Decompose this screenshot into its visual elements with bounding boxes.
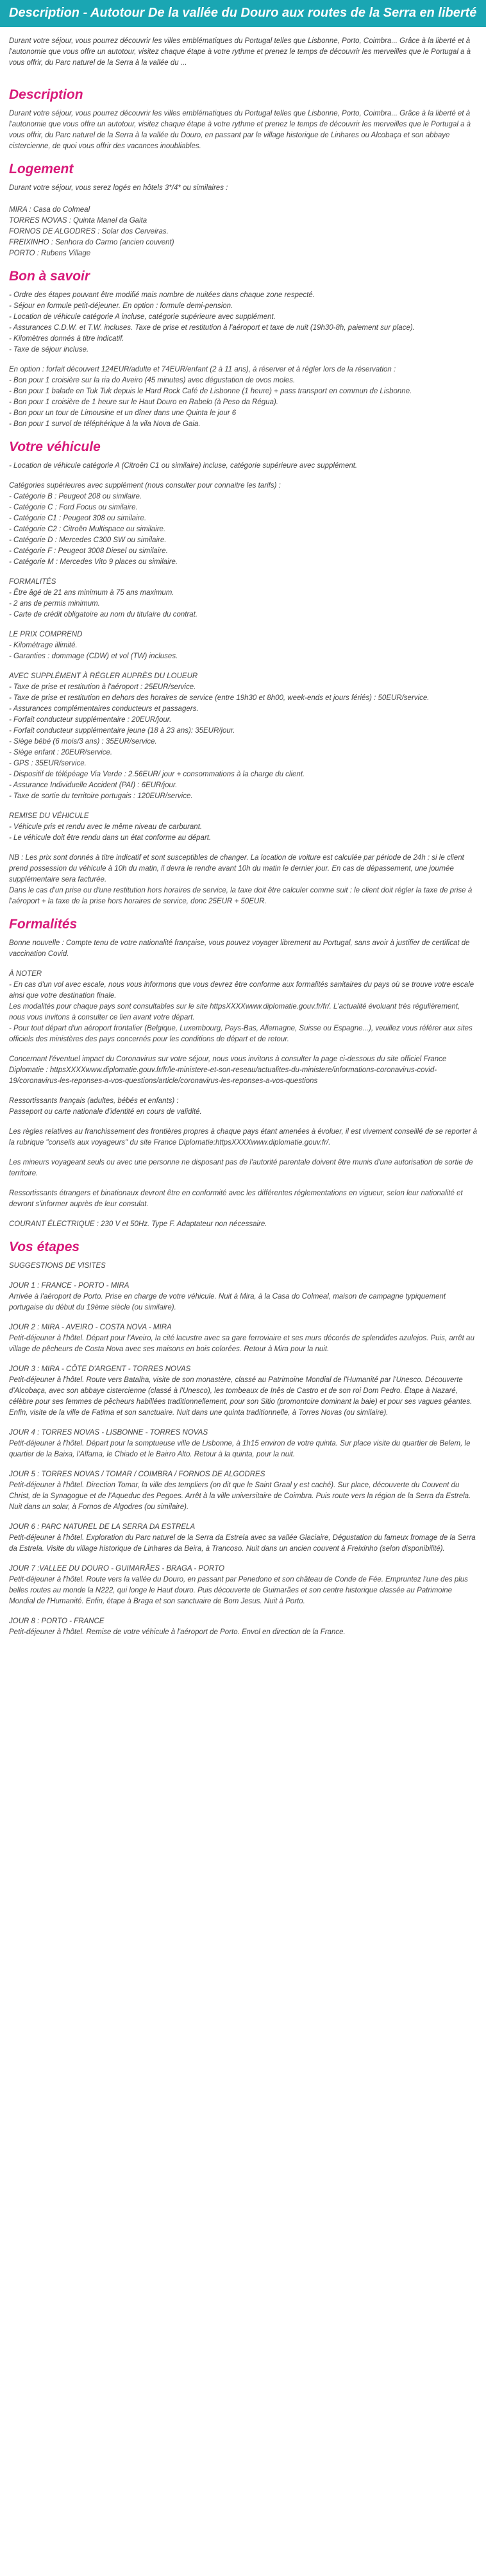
formalites-noter	[9, 969, 477, 1045]
day-title: JOUR 1 : FRANCE - PORTO - MIRA	[9, 1282, 130, 1290]
noter-line: - Pour tout départ d'un aéroport frontalier (Belgique, Luxembourg, Pays-Bas, Allemagne, Suisse ou Espagne...), veuillez vous référer aux sites officiels des ministères des pays concernés pour les conditions de départ et de retour.	[9, 1025, 473, 1043]
day-item	[9, 1616, 477, 1638]
prix-line: - Garanties : dommage (CDW) et vol (TW) incluses.	[9, 653, 178, 660]
bon-a-savoir-line: - Bon pour 1 croisière de 1 heure sur le Haut Douro en Rabelo (à Peso da Régua).	[9, 398, 278, 406]
logement-intro: Durant votre séjour, vous serez logés en hôtels 3*/4* ou similaires :	[9, 184, 228, 192]
nb-text: NB : Les prix sont donnés à titre indicatif et sont susceptibles de changer. La location de voiture est calculée par période de 24h : si le client prend possession du véhicule à 10h du matin, il devra le rendre avant 10h du matin le dernier jour. En cas de dépassement, une journée supplémentaire sera facturée.	[9, 854, 464, 883]
supplement-line: - Assurances complémentaires conducteurs et passagers.	[9, 705, 199, 713]
logement-section	[9, 183, 477, 259]
day-text: Petit-déjeuner à l'hôtel. Départ pour l'Aveiro, la cité lacustre avec sa gare ferroviaire et ses murs décorés de splendides azulejos. Puis, arrêt au village de pêcheurs de Costa Nova avec ses maisons en bois colorées. Retour à Mira pour la nuit.	[9, 1335, 474, 1353]
bon-a-savoir-line: - Ordre des étapes pouvant être modifié mais nombre de nuitées dans chaque zone respecté.	[9, 291, 315, 299]
day-text: Petit-déjeuner à l'hôtel. Route vers Batalha, visite de son monastère, classé au Patrimoine Mondial de l'Humanité par l'Unesco. Découverte d'Alcobaça, avec son abbaye cistercienne (classé à l'Unesco), les tombeaux de Inês de Castro et de son roi Dom Pedro. Étape à Nazaré, célèbre pour ses femmes de pêcheurs habillées traditionnellement, pour son Sitio (promontoire dominant la baie) et pour ses vagues géantes. Enfin, visite de la ville de Fatima et son sanctuaire. Nuit dans une quinta traditionnelle, à Torres Novas (ou similaire).	[9, 1376, 473, 1417]
formalites-mineurs: Les mineurs voyageant seuls ou avec une personne ne disposant pas de l'autorité parentale doivent être munis d'une autorisation de sortie de territoire.	[9, 1159, 473, 1177]
formalites-title: FORMALITÉS	[9, 578, 56, 586]
supplement-line: - Taxe de prise et restitution en dehors des horaires de service (entre 19h30 et 8h00, week-ends et jours fériés) : 50EUR/service.	[9, 694, 430, 702]
vehicule-nb	[9, 853, 477, 907]
bon-a-savoir-line: En option : forfait découvert 124EUR/adulte et 74EUR/enfant (2 à 11 ans), à réserver et à régler lors de la réservation :	[9, 366, 396, 373]
logement-heading: Logement	[9, 162, 74, 176]
spacer	[9, 194, 477, 205]
day-title: JOUR 2 : MIRA - AVEIRO - COSTA NOVA - MIRA	[9, 1324, 172, 1331]
description-text: Durant votre séjour, vous pourrez découvrir les villes emblématiques du Portugal telles que Lisbonne, Porto, Coimbra... Grâce à la liberté et à l'autonomie que vous offre un autotour, visitez chaque étape à votre rythme et prenez le temps de découvrir les merveilles que le Portugal a à vous offrir, du Parc naturel de la Serra à la vallée du Douro, en passant par le village historique de Linhares ou Alcobaça et son abbaye cistercienne, de quoi vous offrir des vacances inoubliables.	[9, 110, 471, 150]
supplement-line: - Assurance Individuelle Accident (PAI) : 6EUR/jour.	[9, 781, 178, 789]
day-text: Arrivée à l'aéroport de Porto. Prise en charge de votre véhicule. Nuit à Mira, à la Casa do Colmeal, maison de campagne typiquement portugaise du début du 19ème siècle (ou similaire).	[9, 1293, 446, 1311]
description-heading: Description	[9, 87, 83, 102]
category-line: - Catégorie C1 : Peugeot 308 ou similaire.	[9, 515, 147, 522]
bon-a-savoir-line: - Bon pour 1 survol de téléphérique à la vila Nova de Gaia.	[9, 420, 201, 428]
supplement-line: - Forfait conducteur supplémentaire : 20EUR/jour.	[9, 716, 172, 724]
bon-a-savoir-line: - Séjour en formule petit-déjeuner. En option : formule demi-pension.	[9, 302, 233, 310]
day-item	[9, 1281, 477, 1313]
noter-line: - En cas d'un vol avec escale, nous vous informons que vous devrez être conforme aux formalités sanitaires du pays où se trouve votre escale ainsi que votre destination finale.	[9, 981, 474, 1000]
supplement-line: - Dispositif de télépéage Via Verde : 2.56EUR/ jour + consommations à la charge du client.	[9, 771, 305, 778]
supplement-line: - Siège bébé (6 mois/3 ans) : 35EUR/service.	[9, 738, 157, 746]
formalites-heading: Formalités	[9, 917, 78, 932]
bon-a-savoir-line: - Location de véhicule catégorie A incluse, catégorie supérieure avec supplément.	[9, 313, 276, 321]
formalites-line: - Carte de crédit obligatoire au nom du titulaire du contrat.	[9, 611, 198, 618]
logement-line: MIRA : Casa do Colmeal	[9, 206, 90, 214]
day-text: Petit-déjeuner à l'hôtel. Remise de votre véhicule à l'aéroport de Porto. Envol en direction de la France.	[9, 1628, 346, 1636]
vehicule-supplements	[9, 671, 477, 802]
supplement-line: - Forfait conducteur supplémentaire jeune (18 à 23 ans): 35EUR/jour.	[9, 727, 235, 735]
bon-a-savoir-line: - Assurances C.D.W. et T.W. incluses. Taxe de prise et restitution à l'aéroport et taxe de nuit (19h30-8h, paiement sur place).	[9, 324, 415, 332]
day-title: JOUR 5 : TORRES NOVAS / TOMAR / COIMBRA / FORNOS DE ALGODRES	[9, 1471, 265, 1478]
bon-a-savoir-line: - Bon pour un tour de Limousine et un dîner dans une Quinta le jour 6	[9, 409, 237, 417]
bon-a-savoir-line: - Kilomètres donnés à titre indicatif.	[9, 335, 124, 343]
logement-line: TORRES NOVAS : Quinta Manel da Gaita	[9, 217, 147, 225]
etapes-subtitle: SUGGESTIONS DE VISITES	[9, 1262, 106, 1270]
formalites-etrangers: Ressortissants étrangers et binationaux devront être en conformité avec les différentes réglementations en vigueur, selon leur nationalité et devront s'informer auprès de leur consulat.	[9, 1190, 463, 1208]
supplement-line: - Taxe de prise et restitution à l'aéroport : 25EUR/service.	[9, 683, 196, 691]
day-text: Petit-déjeuner à l'hôtel. Départ pour la somptueuse ville de Lisbonne, à 1h15 environ de votre quinta. Sur place visite du quartier de Belem, le quartier de la Baixa, l'Alfama, le Chiado et le Bairro Alto. Retour à la quinta, pour la nuit.	[9, 1440, 471, 1458]
category-line: - Catégorie B : Peugeot 208 ou similaire.	[9, 493, 142, 500]
noter-title: À NOTER	[9, 970, 42, 978]
remise-title: REMISE DU VÉHICULE	[9, 812, 89, 820]
prix-line: - Kilométrage illimité.	[9, 642, 78, 649]
page-title: Description - Autotour De la vallée du Douro aux routes de la Serra en liberté	[9, 6, 477, 20]
supplement-line: - Taxe de sortie du territoire portugais : 120EUR/service.	[9, 792, 193, 800]
remise-line: - Véhicule pris et rendu avec le même niveau de carburant.	[9, 823, 203, 831]
logement-line: FORNOS DE ALGODRES : Solar dos Cerveiras.	[9, 228, 169, 235]
bon-a-savoir-list-2	[9, 364, 477, 430]
formalites-covid: Concernant l'éventuel impact du Coronavirus sur votre séjour, nous vous invitons à consulter la page ci-dessous du site officiel France Diplomatie : httpsXXXXwww.diplomatie.gouv.fr/fr/le-ministere-et-son-reseau/actualites-du-ministere/informations-coronavirus-covid-19/coronavirus-les-reponses-a-vos-questions/article/coronavirus-les-reponses-a-vos-questions	[9, 1055, 447, 1085]
supplement-line: - Siège enfant : 20EUR/service.	[9, 749, 113, 756]
day-text: Petit-déjeuner à l'hôtel. Exploration du Parc naturel de la Serra da Estrela avec sa vallée Glaciaire, Dégustation du fameux fromage de la Serra da Estrela. Visite du village historique de Linhares da Beira, à Trancoso. Nuit dans un ancien couvent à Freixinho (selon disponibilité).	[9, 1534, 476, 1553]
day-title: JOUR 8 : PORTO - FRANCE	[9, 1617, 105, 1625]
vehicule-categories	[9, 481, 477, 568]
formalites-line: - 2 ans de permis minimum.	[9, 600, 100, 608]
supplements-title: AVEC SUPPLÉMENT À RÉGLER AUPRÈS DU LOUEUR	[9, 672, 198, 680]
category-line: - Catégorie C2 : Citroën Multispace ou similaire.	[9, 525, 166, 533]
ressortissants-title: Ressortissants français (adultes, bébés et enfants) :	[9, 1097, 179, 1105]
day-item	[9, 1322, 477, 1355]
main-content	[0, 27, 486, 1666]
hors-horaires-text: Dans le cas d'un prise ou d'une restitution hors horaires de service, la taxe doit être calculer comme suit : le client doit régler la taxe de prise à l'aéroport + la taxe de la prise hors horaires de service, donc 25EUR + 50EUR.	[9, 887, 473, 905]
vehicule-formalites	[9, 577, 477, 620]
category-line: - Catégorie C : Ford Focus ou similaire.	[9, 504, 138, 511]
logement-line: FREIXINHO : Senhora do Carmo (ancien couvent)	[9, 239, 174, 246]
bon-a-savoir-heading: Bon à savoir	[9, 269, 90, 284]
day-item	[9, 1428, 477, 1460]
prix-title: LE PRIX COMPREND	[9, 631, 83, 638]
remise-line: - Le véhicule doit être rendu dans un état conforme au départ.	[9, 834, 212, 842]
bon-a-savoir-line: - Bon pour 1 croisière sur la ria do Aveiro (45 minutes) avec dégustation de ovos moles.	[9, 377, 296, 384]
vehicule-intro: - Location de véhicule catégorie A (Citroën C1 ou similaire) incluse, catégorie supérieure avec supplément.	[9, 462, 358, 470]
formalites-regles: Les règles relatives au franchissement des frontières propres à chaque pays étant amenées à évoluer, il est vivement conseillé de se reporter à la rubrique "conseils aux voyageurs" du site France Diplomatie:httpsXXXXwww.diplomatie.gouv.fr/.	[9, 1128, 478, 1147]
ressortissants-text: Passeport ou carte nationale d'identité en cours de validité.	[9, 1108, 202, 1116]
day-text: Petit-déjeuner à l'hôtel. Direction Tomar, la ville des templiers (on dit que le Saint Graal y est caché). Sur place, découverte du Couvent du Christ, de la Synagogue et de l'Aqueduc des Pegoes. Arrêt à la ville universitaire de Coimbra. Puis route vers la région de la Serra da Estrela. Nuit dans un solar, à Fornos de Algodres (ou similaire).	[9, 1481, 471, 1511]
formalites-intro: Bonne nouvelle : Compte tenu de votre nationalité française, vous pouvez voyager librement au Portugal, sans avoir à justifier de certificat de vaccination Covid.	[9, 939, 470, 958]
day-item	[9, 1469, 477, 1513]
category-line: - Catégorie F : Peugeot 3008 Diesel ou similaire.	[9, 547, 168, 555]
day-text: Petit-déjeuner à l'hôtel. Route vers la vallée du Douro, en passant par Penedono et son château de Conde de Fée. Empruntez l'une des plus belles routes au monde la N222, qui longe le Haut douro. Puis découverte de Guimarães et son centre historique classée au Patrimoine Mondial de l'Humanité. Enfin, étape à Braga et son sanctuaire de Bom Jesus. Nuit à Porto.	[9, 1576, 468, 1605]
day-title: JOUR 7 :VALLEE DU DOURO - GUIMARÃES - BRAGA - PORTO	[9, 1565, 224, 1573]
bon-a-savoir-line: - Bon pour 1 balade en Tuk Tuk depuis le Hard Rock Café de Lisbonne (1 heure) + pass transport en commun de Lisbonne.	[9, 388, 412, 395]
bon-a-savoir-line: - Taxe de séjour incluse.	[9, 346, 89, 354]
supplement-line: - GPS : 35EUR/service.	[9, 760, 87, 767]
day-title: JOUR 4 : TORRES NOVAS - LISBONNE - TORRES NOVAS	[9, 1429, 208, 1437]
vehicule-remise	[9, 811, 477, 844]
page-header	[0, 0, 486, 27]
noter-line: Les modalités pour chaque pays sont consultables sur le site httpsXXXXwww.diplomatie.gouv.fr/fr/. L'actualité évoluant très régulièrement, nous vous invitons à consulter ce lien avant votre départ.	[9, 1003, 460, 1021]
formalites-line: - Être âgé de 21 ans minimum à 75 ans maximum.	[9, 589, 174, 597]
category-line: - Catégorie M : Mercedes Vito 9 places ou similaire.	[9, 558, 178, 566]
day-item	[9, 1522, 477, 1555]
day-item	[9, 1564, 477, 1607]
vehicule-heading: Votre véhicule	[9, 439, 101, 454]
vehicule-prix	[9, 629, 477, 662]
day-title: JOUR 3 : MIRA - CÔTE D'ARGENT - TORRES NOVAS	[9, 1365, 191, 1373]
etapes-heading: Vos étapes	[9, 1240, 80, 1254]
day-title: JOUR 6 : PARC NATUREL DE LA SERRA DA ESTRELA	[9, 1523, 196, 1531]
day-item	[9, 1364, 477, 1419]
logement-line: PORTO : Rubens Village	[9, 250, 91, 257]
categories-intro: Catégories supérieures avec supplément (nous consulter pour connaitre les tarifs) :	[9, 482, 281, 490]
intro-text: Durant votre séjour, vous pourrez découvrir les villes emblématiques du Portugal telles que Lisbonne, Porto, Coimbra... Grâce à la liberté et à l'autonomie que vous offre un autotour, visitez chaque étape à votre rythme et prenez le temps de découvrir les merveilles que le Portugal a à vous offrir, du Parc naturel de la Serra à la vallée du ...	[9, 37, 471, 67]
formalites-courant: COURANT ÉLECTRIQUE : 230 V et 50Hz. Type F. Adaptateur non nécessaire.	[9, 1220, 267, 1228]
formalites-ressortissants	[9, 1096, 477, 1118]
category-line: - Catégorie D : Mercedes C300 SW ou similaire.	[9, 536, 167, 544]
bon-a-savoir-list-1	[9, 290, 477, 355]
